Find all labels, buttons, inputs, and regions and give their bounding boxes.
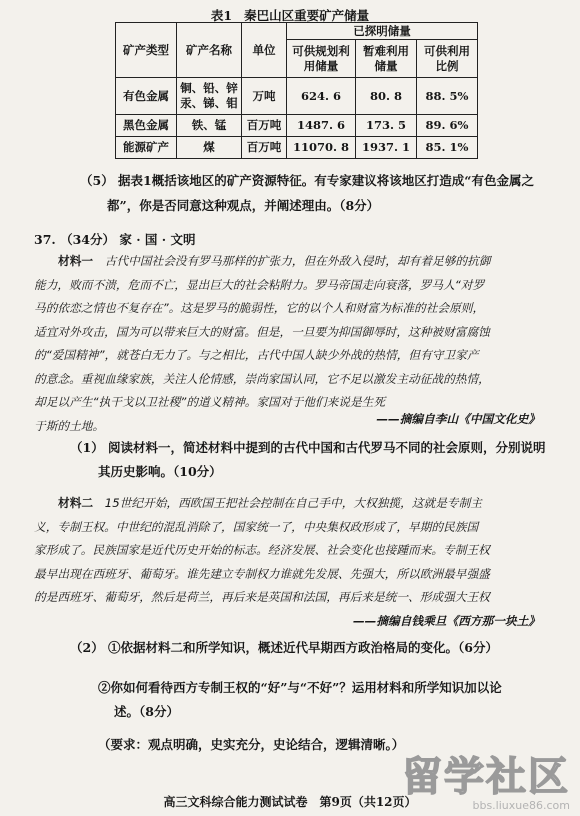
material-source: ——摘编自钱乘旦《西方那一块土》	[352, 614, 540, 628]
material-line: 古代中国社会没有罗马那样的扩张力，但在外敌入侵时，却有着足够的抗御	[104, 254, 491, 268]
cell-unit: 百万吨	[242, 137, 287, 159]
material-line: 最早出现在西班牙、葡萄牙。谁先建立专制权力谁就先发展、先强大，所以欧洲最早强盛	[34, 566, 490, 581]
cell-plan: 1487. 6	[287, 115, 356, 137]
question-37-2-b	[98, 676, 558, 724]
table-number: 表1	[210, 8, 233, 23]
table-row	[116, 115, 478, 137]
question-5	[80, 168, 560, 218]
question-text: 其历史影响。（10分）	[98, 464, 222, 479]
header-plan: 可供规划利用储量	[287, 40, 356, 78]
question-text: 都”，你是否同意这种观点，并阐述理由。（8分）	[107, 198, 380, 213]
header-hard: 暂难利用储量	[356, 40, 417, 78]
cell-type: 有色金属	[116, 78, 177, 115]
cell-type: 黑色金属	[116, 115, 177, 137]
cell-unit: 万吨	[242, 78, 287, 115]
question-text: （1） 阅读材料一，简述材料中提到的古代中国和古代罗马不同的社会原则，分别说明	[70, 440, 546, 455]
question-37-1	[70, 436, 565, 484]
question-37-title: 37. （34分） 家 · 国 · 文明	[34, 232, 196, 247]
material-line: 15世纪开始，西欧国王把社会控制在自己手中，大权独揽，这就是专制主	[104, 496, 482, 510]
cell-hard: 1937. 1	[356, 137, 417, 159]
material-1	[34, 250, 554, 391]
watermark-text: 留学社区	[402, 754, 570, 800]
cell-unit: 百万吨	[242, 115, 287, 137]
cell-type: 能源矿产	[116, 137, 177, 159]
material-label: 材料二	[58, 496, 94, 510]
material-line: 马的依恋之情也不复存在”。这是罗马的脆弱性，它的以个人和财富为标准的社会原则，	[34, 301, 485, 315]
question-text: 述。（8分）	[114, 704, 179, 719]
cell-ratio: 89. 6%	[417, 115, 478, 137]
cell-name: 铁、锰	[177, 115, 242, 137]
cell-name: 煤	[177, 137, 242, 159]
question-37-2-a: （2） ①依据材料二和所学知识，概述近代早期西方政治格局的变化。（6分）	[70, 640, 498, 655]
material-line: 家形成了。民族国家是近代历史开始的标志。经济发展、社会变化也接踵而来。专制王权	[34, 543, 490, 557]
material-label: 材料一	[58, 254, 94, 268]
header-reserves-group: 已探明储量	[287, 23, 478, 40]
question-text: （5） 据表1概括该地区的矿产资源特征。有专家建议将该地区打造成“有色金属之	[80, 173, 534, 188]
watermark-url: bbs.liuxue86.com	[472, 799, 570, 812]
material-line: 却足以产生“执干戈以卫社稷”的道义精神。家国对于他们来说是生死于斯的土地。	[34, 395, 386, 433]
table-row	[116, 78, 478, 115]
material-line: 义，专制王权。中世纪的混乱消除了，国家统一了，中央集权政形成了，早期的民族国	[34, 519, 479, 534]
cell-name: 铜、铅、锌汞、锑、钼	[177, 78, 242, 115]
material-line: 能力，败而不溃，危而不亡，显出巨大的社会粘附力。罗马帝国走向衰落，罗马人“对罗	[34, 277, 485, 292]
question-text: ②你如何看待西方专制王权的“好”与“不好”？运用材料和所学知识加以论	[98, 680, 502, 695]
cell-ratio: 85. 1%	[417, 137, 478, 159]
material-line: 的“爱国精神”，就苍白无力了。与之相比，古代中国人缺少外战的热情，但有守卫家产	[34, 348, 479, 362]
header-unit: 单位	[242, 23, 287, 78]
header-ratio: 可供利用比例	[417, 40, 478, 78]
header-name: 矿产名称	[177, 23, 242, 78]
cell-ratio: 88. 5%	[417, 78, 478, 115]
header-type: 矿产类型	[116, 23, 177, 78]
cell-plan: 624. 6	[287, 78, 356, 115]
table-title: 秦巴山区重要矿产储量	[244, 8, 370, 23]
material-line: 的是西班牙、葡萄牙，然后是荷兰，再后来是英国和法国，再后来是统一、形成强大王权	[34, 590, 490, 604]
mineral-reserves-table	[115, 22, 478, 159]
material-line: 的意念。重视血缘家族，关注人伦情感，崇尚家国认同，它不足以激发主动征战的热情，	[34, 371, 490, 386]
cell-plan: 11070. 8	[287, 137, 356, 159]
page-footer: 高三文科综合能力测试试卷 第9页（共12页）	[163, 795, 417, 809]
answer-requirements: （要求：观点明确，史实充分，史论结合，逻辑清晰。）	[98, 737, 405, 752]
table-row	[116, 137, 478, 159]
material-source: ——摘编自李山《中国文化史》	[376, 412, 540, 426]
watermark-logo	[402, 755, 570, 812]
material-line: 适宜对外攻击，国为可以带来巨大的财富。但是，一旦要为抑国御辱时，这种被财富腐蚀	[34, 324, 490, 339]
cell-hard: 173. 5	[356, 115, 417, 137]
cell-hard: 80. 8	[356, 78, 417, 115]
material-2	[34, 492, 554, 610]
